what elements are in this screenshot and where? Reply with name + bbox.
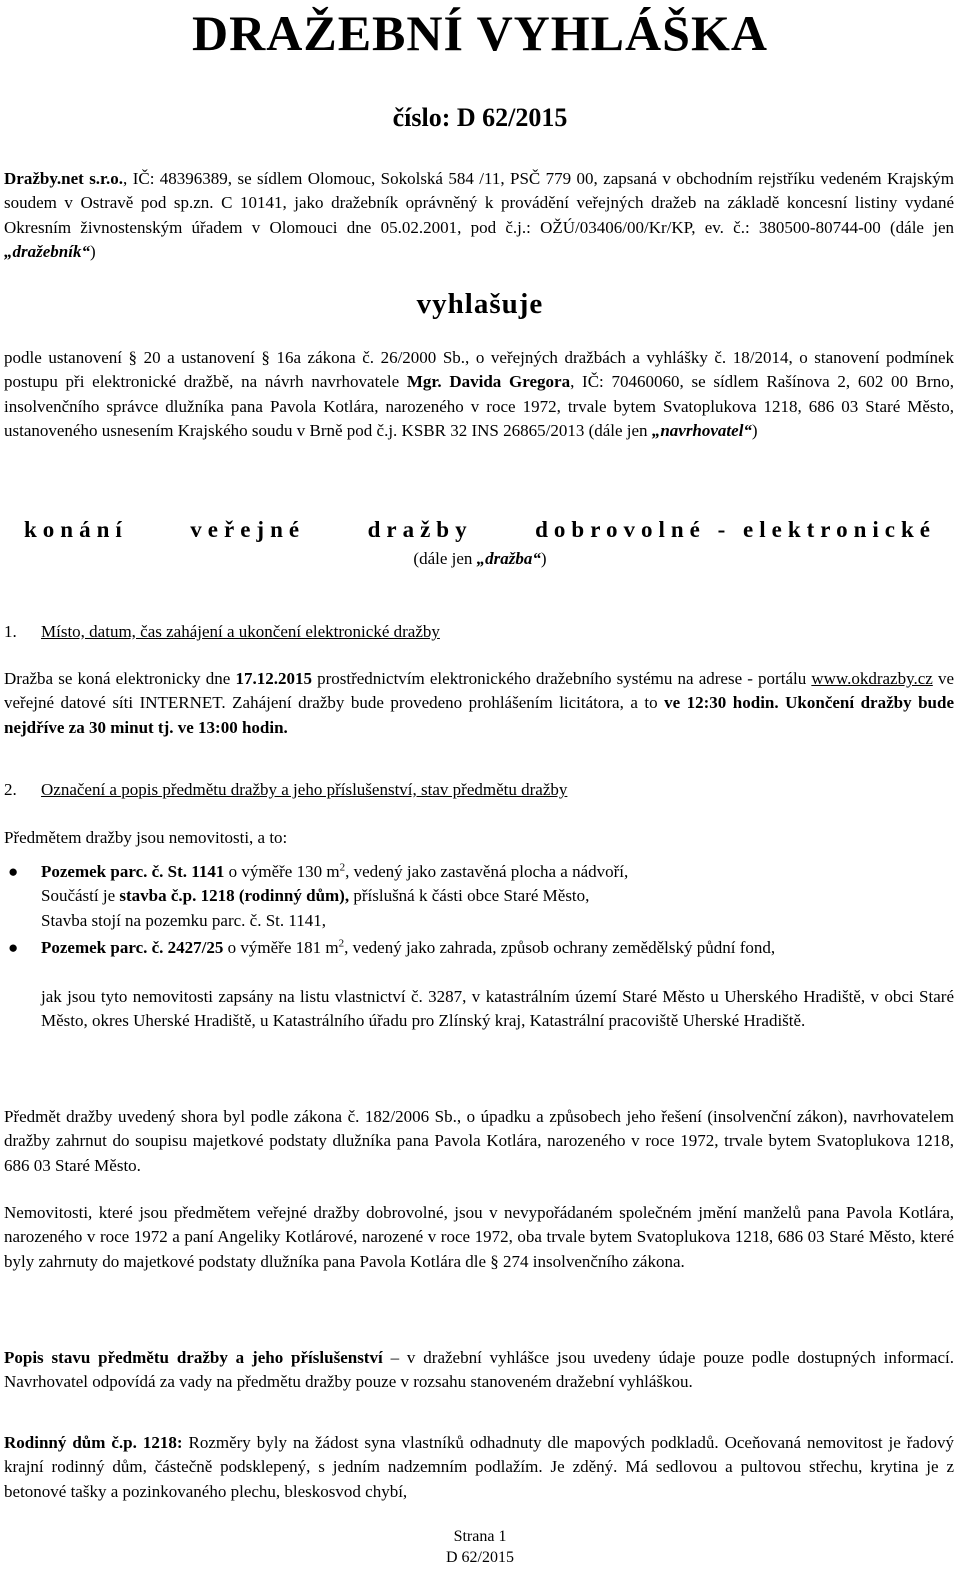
auction-type-heading bbox=[24, 517, 936, 543]
footer-reference: D 62/2015 bbox=[446, 1549, 514, 1566]
house-description-paragraph: Rodinný dům č.p. 1218: Rozměry byly na žádost syna vlastníků odhadnuty dle mapových podkladů. Oceňovaná nemovitost je řadový krajní rodinný dům, částečně podsklepený, s jedním nadzemním podlažím. Je zděný. Má sedlovou a pultovou střechu, krytina je z betonové tašky a pozinkovaného plechu, bleskosvod chybí, bbox=[4, 1433, 954, 1501]
section-1-heading: 1. Místo, datum, čas zahájení a ukončení elektronické dražby bbox=[4, 622, 440, 641]
bullet-icon: ● bbox=[8, 862, 19, 881]
document-title: DRAŽEBNÍ VYHLÁŠKA bbox=[192, 5, 768, 61]
announcement-heading: vyhlašuje bbox=[416, 288, 544, 320]
section-2-heading: 2. Označení a popis předmětu dražby a jeho příslušenství, stav předmětu dražby bbox=[4, 780, 568, 799]
marital-property-paragraph: Nemovitosti, které jsou předmětem veřejné dražby dobrovolné, jsou v nevypořádaném společném jmění manželů pana Pavola Kotlára, narozeného v roce 1972 a paní Angeliky Kotlárové, narozené v roce 1972, oba trvale bytem Svatoplukova 1218, 686 03 Staré Město, které byly zahrnuty do majetkové podstaty dlužníka pana Pavola Kotlára dle § 274 insolvenčního zákona. bbox=[4, 1203, 954, 1271]
page-footer bbox=[0, 1526, 960, 1568]
konani-word-1: konání bbox=[24, 517, 128, 542]
term-drazebnik: „dražebník“ bbox=[4, 242, 90, 262]
section-1-paragraph: Dražba se koná elektronicky dne 17.12.2015 prostřednictvím elektronického dražebního systému na adrese - portálu www.okdrazby.cz ve veřejné datové síti INTERNET. Zahájení dražby bude provedeno prohlášením licitátora, a to ve 12:30 hodin. Ukončení dražby bude nejdříve za 30 minut tj. ve 13:00 hodin. bbox=[4, 669, 954, 737]
property-item-2: Pozemek parc. č. 2427/25 o výměře 181 $m^2$, vedený jako zahrada, způsob ochrany zemědělský půdní fond, bbox=[41, 937, 776, 957]
insolvency-paragraph: Předmět dražby uvedený shora byl podle zákona č. 182/2006 Sb., o úpadku a způsobech jeho řešení (insolvenční zákon), navrhovatelem dražby zahrnut do soupisu majetkové podstaty dlužníka pana Pavola Kotlára, narozeného v roce 1972, trvale bytem Svatoplukova 1218, 686 03 Staré Město. bbox=[4, 1107, 954, 1175]
section-2-intro: Předmětem dražby jsou nemovitosti, a to: bbox=[4, 828, 288, 847]
portal-link[interactable]: www.okdrazby.cz bbox=[811, 669, 933, 688]
property-item-1: Pozemek parc. č. St. 1141 o výměře 130 $m^2$, vedený jako zastavěná plocha a nádvoří, Součástí je stavba č.p. 1218 (rodinný dům), příslušná k části obce Staré Město, Stavba stojí na pozemku parc. č. St. 1141, bbox=[41, 861, 629, 930]
bullet-icon: ● bbox=[8, 938, 19, 957]
page-number: Strana 1 bbox=[453, 1528, 507, 1545]
term-navrhovatel: „navrhovatel“ bbox=[651, 421, 752, 441]
company-name: Dražby.net s.r.o. bbox=[4, 169, 124, 188]
intro-paragraph: Dražby.net s.r.o., IČ: 48396389, se sídlem Olomouc, Sokolská 584 /11, PSČ 779 00, zapsaná v obchodním rejstříku vedeném Krajským soudem v Ostravě pod sp.zn. C 10141, jako dražebník oprávněný k provádění veřejných dražeb na základě koncesní listiny vydané Okresním živnostenským úřadem v Olomouci dne 05.02.2001, pod č.j.: OŽÚ/03406/00/Kr/KP, ev. č.: 380500-80744-00 (dále jen „dražebník“) bbox=[4, 169, 954, 262]
registry-paragraph: jak jsou tyto nemovitosti zapsány na listu vlastnictví č. 3287, v katastrálním území Staré Město u Uherského Hradiště, v obci Staré Město, okres Uherské Hradiště, u Katastrálního úřadu pro Zlínský kraj, Katastrální pracoviště Uherské Hradiště. bbox=[41, 987, 954, 1031]
konani-word-3: dražby bbox=[367, 517, 473, 542]
document-number: číslo: D 62/2015 bbox=[392, 103, 568, 132]
legal-basis-paragraph: podle ustanovení § 20 a ustanovení § 16a zákona č. 26/2000 Sb., o veřejných dražbách a vyhlášky č. 18/2014, o stanovení podmínek postupu při elektronické dražbě, na návrh navrhovatele Mgr. Davida Gregora, IČ: 70460060, se sídlem Rašínova 2, 602 00 Brno, insolvenčního správce dlužníka pana Pavola Kotlára, narozeného v roce 1972, trvale bytem Svatoplukova 1218, 686 03 Staré Město, ustanoveného usnesením Krajského soudu v Brně pod č.j. KSBR 32 INS 26865/2013 (dále jen „navrhovatel“) bbox=[4, 348, 955, 441]
condition-paragraph: Popis stavu předmětu dražby a jeho příslušenství – v dražební vyhlášce jsou uvedeny údaje pouze podle dostupných informací. Navrhovatel odpovídá za vady na předmětu dražby pouze v rozsahu stanoveném dražební vyhláškou. bbox=[4, 1348, 954, 1392]
konani-word-2: veřejné bbox=[190, 517, 306, 542]
konani-word-4: dobrovolné - elektronické bbox=[535, 517, 936, 542]
auction-term-line: (dále jen „dražba“) bbox=[413, 549, 547, 568]
term-drazba: „dražba“ bbox=[476, 549, 541, 568]
proposer-name: Mgr. Davida Gregora bbox=[406, 372, 571, 392]
